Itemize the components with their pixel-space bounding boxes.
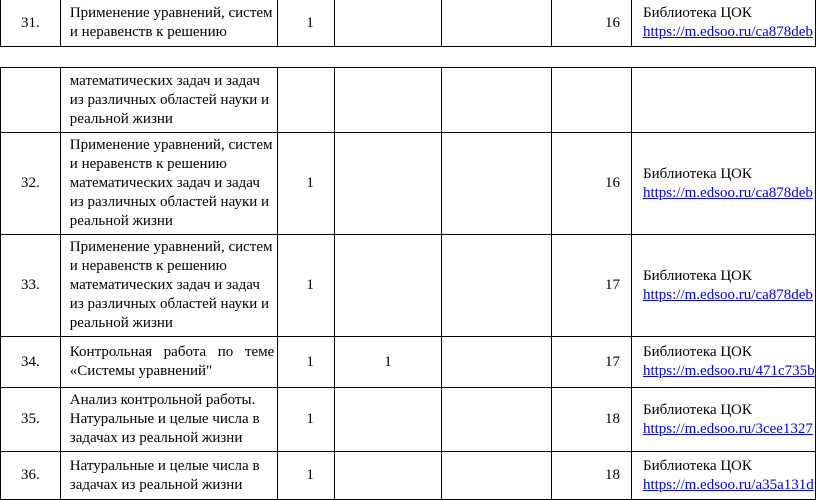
practical-works-cell — [441, 133, 551, 235]
resource-cell — [631, 235, 815, 337]
control-works-cell: 1 — [335, 337, 442, 388]
lesson-topic-line: «Системы уравнений" — [69, 363, 213, 379]
table-row — [1, 235, 816, 337]
control-works-cell — [335, 235, 442, 337]
resource-cell — [631, 0, 815, 47]
lesson-hours: 1 — [278, 235, 335, 337]
lesson-hours — [278, 68, 335, 133]
resource-label: Библиотека ЦОК — [642, 267, 752, 284]
lesson-date: 18 — [552, 388, 632, 452]
lesson-topic — [60, 337, 278, 388]
lesson-hours: 1 — [278, 388, 335, 452]
lesson-date: 16 — [552, 0, 632, 47]
lesson-number: 36. — [1, 452, 61, 500]
table-row — [1, 452, 816, 500]
resource-label: Библиотека ЦОК — [642, 457, 752, 474]
lesson-date: 18 — [552, 452, 632, 500]
table-row — [1, 68, 816, 133]
resource-label: Библиотека ЦОК — [642, 165, 752, 182]
lesson-topic: Натуральные и целые числа в задачах из реальной жизни — [60, 452, 278, 500]
control-works-cell — [335, 388, 442, 452]
lesson-hours: 1 — [278, 133, 335, 235]
practical-works-cell — [441, 388, 551, 452]
lesson-table-top — [0, 0, 816, 47]
lesson-table-continued — [0, 67, 816, 500]
control-works-cell — [335, 133, 442, 235]
control-works-cell — [335, 68, 442, 133]
lesson-hours: 1 — [278, 0, 335, 47]
resource-link[interactable]: https://m.edsoo.ru/ca878deb — [642, 24, 813, 40]
lesson-number: 32. — [1, 133, 61, 235]
lesson-date — [552, 68, 632, 133]
lesson-number: 35. — [1, 388, 61, 452]
resource-link[interactable]: https://m.edsoo.ru/a35a131d — [642, 476, 814, 493]
lesson-date: 17 — [552, 337, 632, 388]
lesson-topic-line: Контрольная работа по теме — [69, 344, 275, 360]
practical-works-cell — [441, 0, 552, 47]
resource-cell — [631, 452, 815, 500]
resource-label: Библиотека ЦОК — [642, 344, 752, 360]
resource-link[interactable]: https://m.edsoo.ru/3cee1327 — [642, 420, 813, 437]
resource-link[interactable]: https://m.edsoo.ru/ca878deb — [642, 286, 813, 303]
control-works-cell — [335, 0, 442, 47]
resource-link[interactable]: https://m.edsoo.ru/ca878deb — [642, 184, 813, 201]
table-row — [1, 133, 816, 235]
resource-cell — [631, 337, 815, 388]
control-works-cell — [335, 452, 442, 500]
practical-works-cell — [441, 337, 551, 388]
lesson-number: 33. — [1, 235, 61, 337]
resource-cell — [631, 68, 815, 133]
resource-label: Библиотека ЦОК — [642, 5, 752, 21]
lesson-date: 17 — [552, 235, 632, 337]
lesson-topic: Применение уравнений, систем и неравенств к решению математических задач и задач из различных областей науки и реальной жизни — [60, 235, 278, 337]
practical-works-cell — [441, 68, 551, 133]
lesson-number — [1, 68, 61, 133]
practical-works-cell — [441, 452, 551, 500]
table-row — [1, 388, 816, 452]
lesson-topic: Применение уравнений, систем и неравенств к решению математических задач и задач из различных областей науки и реальной жизни — [60, 133, 278, 235]
lesson-topic: Анализ контрольной работы. Натуральные и целые числа в задачах из реальной жизни — [60, 388, 278, 452]
lesson-hours: 1 — [278, 337, 335, 388]
lesson-topic: Применение уравнений, систем и неравенств к решению — [60, 0, 277, 47]
lesson-hours: 1 — [278, 452, 335, 500]
resource-link[interactable]: https://m.edsoo.ru/471c735b — [642, 363, 815, 379]
table-row — [1, 0, 816, 47]
lesson-date: 16 — [552, 133, 632, 235]
resource-cell — [631, 133, 815, 235]
lesson-number: 31. — [1, 0, 61, 47]
lesson-number: 34. — [1, 337, 61, 388]
resource-label: Библиотека ЦОК — [642, 401, 752, 418]
table-row — [1, 337, 816, 388]
resource-cell — [631, 388, 815, 452]
lesson-topic: математических задач и задач из различных областей науки и реальной жизни — [60, 68, 278, 133]
practical-works-cell — [441, 235, 551, 337]
